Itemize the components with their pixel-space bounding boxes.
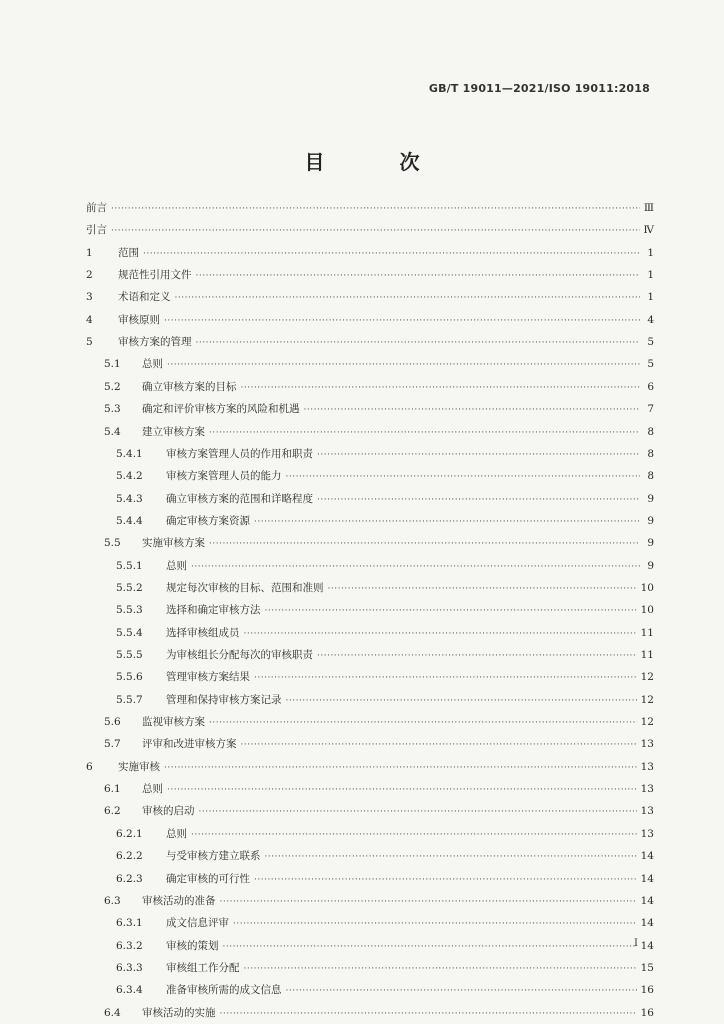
- toc-entry[interactable]: [104, 715, 654, 730]
- toc-leader-dots: [286, 470, 641, 484]
- toc-leader-dots: [254, 873, 637, 887]
- toc-entry-number: 3: [86, 291, 93, 304]
- toc-entry-label: 建立审核方案: [142, 425, 205, 438]
- toc-entry-page: 1: [647, 269, 654, 282]
- toc-leader-dots: [220, 895, 637, 909]
- toc-entry-label: 审核方案的管理: [118, 336, 192, 349]
- toc-entry-number: 6.2.1: [116, 827, 143, 840]
- toc-entry-number: 5.4.1: [116, 447, 143, 460]
- toc-entry-label: 审核的策划: [166, 939, 219, 952]
- toc-leader-dots: [209, 716, 637, 730]
- toc-entry-label: 评审和改进审核方案: [142, 738, 237, 751]
- toc-entry[interactable]: [116, 827, 654, 842]
- toc-entry-page: 14: [640, 917, 654, 930]
- toc-entry-page: 8: [647, 425, 654, 438]
- toc-leader-dots: [304, 403, 641, 417]
- toc-entry-page: 13: [640, 827, 654, 840]
- toc-entry-page: 12: [640, 671, 654, 684]
- page-title: 目 次: [304, 150, 454, 174]
- toc-entry-label: 引言: [86, 224, 107, 237]
- toc-entry-label: 准备审核所需的成文信息: [166, 984, 282, 997]
- toc-entry[interactable]: [104, 536, 654, 551]
- toc-leader-dots: [191, 828, 637, 842]
- toc-entry-page: 14: [640, 939, 654, 952]
- toc-entry-number: 6.4: [104, 1006, 121, 1019]
- toc-leader-dots: [317, 493, 640, 507]
- toc-entry-label: 术语和定义: [118, 291, 171, 304]
- toc-entry-page: 13: [640, 738, 654, 751]
- toc-entry[interactable]: [104, 425, 654, 440]
- toc-leader-dots: [244, 627, 637, 641]
- toc-leader-dots: [143, 247, 640, 261]
- toc-entry-label: 管理和保持审核方案记录: [166, 693, 282, 706]
- toc-leader-dots: [265, 850, 637, 864]
- toc-entry-page: 14: [640, 894, 654, 907]
- toc-entry-label: 审核的启动: [142, 805, 195, 818]
- toc-entry[interactable]: [116, 559, 654, 574]
- toc-entry[interactable]: [104, 804, 654, 819]
- toc-entry[interactable]: [116, 626, 654, 641]
- toc-entry[interactable]: [86, 335, 654, 350]
- toc-entry-number: 5.1: [104, 358, 121, 371]
- toc-entry-page: 11: [640, 626, 654, 639]
- toc-entry[interactable]: [116, 849, 654, 864]
- toc-entry-page: 9: [647, 537, 654, 550]
- toc-entry-number: 5.5.3: [116, 604, 143, 617]
- toc-leader-dots: [328, 582, 637, 596]
- toc-entry-page: 5: [647, 358, 654, 371]
- toc-entry-page: 16: [640, 984, 654, 997]
- toc-leader-dots: [265, 604, 637, 618]
- toc-entry-number: 5.4: [104, 425, 121, 438]
- toc-leader-dots: [167, 783, 637, 797]
- toc-leader-dots: [254, 671, 637, 685]
- toc-entry-page: 1: [647, 291, 654, 304]
- toc-entry-page: 10: [640, 604, 654, 617]
- toc-entry[interactable]: [104, 894, 654, 909]
- toc-entry-label: 范围: [118, 246, 139, 259]
- toc-entry-label: 确立审核方案的目标: [142, 380, 237, 393]
- toc-entry-label: 审核活动的实施: [142, 1006, 216, 1019]
- toc-leader-dots: [199, 805, 637, 819]
- toc-entry-number: 6.3.4: [116, 984, 143, 997]
- toc-entry-number: 5.5.2: [116, 581, 143, 594]
- toc-leader-dots: [233, 917, 637, 931]
- toc-entry-page: 13: [640, 805, 654, 818]
- toc-entry-label: 总则: [142, 358, 163, 371]
- toc-entry-label: 总则: [166, 559, 187, 572]
- toc-entry-label: 确定审核的可行性: [166, 872, 250, 885]
- toc-leader-dots: [241, 738, 637, 752]
- toc-entry-number: 5: [86, 336, 93, 349]
- toc-entry-number: 6.1: [104, 783, 121, 796]
- toc-entry-number: 6.3.2: [116, 939, 143, 952]
- toc-entry-label: 实施审核方案: [142, 537, 205, 550]
- toc-entry-label: 实施审核: [118, 760, 160, 773]
- toc-entry-page: 12: [640, 716, 654, 729]
- toc-entry-label: 规定每次审核的目标、范围和准则: [166, 581, 324, 594]
- toc-entry-number: 2: [86, 269, 93, 282]
- toc-entry-number: 5.7: [104, 738, 121, 751]
- toc-entry-number: 5.5.7: [116, 693, 143, 706]
- toc-entry-label: 审核组工作分配: [166, 961, 240, 974]
- toc-entry[interactable]: [116, 648, 654, 663]
- toc-entry[interactable]: [86, 201, 654, 216]
- toc-entry[interactable]: [86, 268, 654, 283]
- toc-entry[interactable]: [104, 1006, 654, 1021]
- toc-entry-number: 5.4.2: [116, 470, 143, 483]
- toc-entry[interactable]: [116, 872, 654, 887]
- toc-entry-page: 6: [647, 380, 654, 393]
- toc-entry[interactable]: [116, 983, 654, 998]
- toc-entry-label: 成文信息评审: [166, 917, 229, 930]
- toc-entry-page: 8: [647, 447, 654, 460]
- toc-entry-page: 9: [647, 514, 654, 527]
- toc-entry-page: 16: [640, 1006, 654, 1019]
- toc-entry-page: 10: [640, 581, 654, 594]
- toc-entry[interactable]: [86, 760, 654, 775]
- toc-entry[interactable]: [116, 939, 654, 954]
- toc-leader-dots: [175, 291, 641, 305]
- toc-leader-dots: [286, 694, 637, 708]
- toc-leader-dots: [286, 984, 637, 998]
- toc-entry-number: 5.5.6: [116, 671, 143, 684]
- toc-entry[interactable]: [86, 290, 654, 305]
- toc-entry-page: 13: [640, 783, 654, 796]
- toc-entry[interactable]: [116, 670, 654, 685]
- toc-entry-number: 6.2.3: [116, 872, 143, 885]
- toc-entry-label: 选择和确定审核方法: [166, 604, 261, 617]
- toc-entry-number: 5.6: [104, 716, 121, 729]
- toc-entry[interactable]: [116, 693, 654, 708]
- toc-entry-page: 13: [640, 760, 654, 773]
- toc-leader-dots: [196, 336, 641, 350]
- toc-entry-page: 7: [647, 403, 654, 416]
- toc-entry-page: 8: [647, 470, 654, 483]
- toc-entry-label: 为审核组长分配每次的审核职责: [166, 649, 313, 661]
- toc-entry-number: 6.2: [104, 805, 121, 818]
- toc-entry-label: 审核活动的准备: [142, 894, 216, 907]
- toc-leader-dots: [223, 940, 637, 954]
- toc-entry[interactable]: [104, 737, 654, 752]
- toc-entry[interactable]: [104, 380, 654, 395]
- toc-entry-number: 5.4.4: [116, 514, 143, 527]
- toc-entry-label: 确定和评价审核方案的风险和机遇: [142, 403, 300, 416]
- toc-leader-dots: [167, 358, 640, 372]
- toc-entry-label: 审核方案管理人员的能力: [166, 470, 282, 483]
- toc-entry-page: 5: [647, 336, 654, 349]
- toc-entry-page: 14: [640, 872, 654, 885]
- toc-entry-number: 6: [86, 760, 93, 773]
- toc-leader-dots: [254, 515, 640, 529]
- toc-entry-page: 1: [647, 246, 654, 259]
- toc-entry-label: 选择审核组成员: [166, 626, 240, 639]
- toc-leader-dots: [220, 1007, 637, 1021]
- toc-leader-dots: [196, 269, 641, 283]
- toc-leader-dots: [164, 314, 640, 328]
- toc-entry-label: 前言: [86, 202, 107, 214]
- toc-entry-number: 5.4.3: [116, 492, 143, 505]
- standard-code: GB/T 19011—2021/ISO 19011:2018: [428, 82, 650, 95]
- toc-entry-number: 6.3: [104, 894, 121, 907]
- toc-entry-page: 12: [640, 693, 654, 706]
- toc-entry[interactable]: [104, 402, 654, 417]
- toc-entry-label: 审核方案管理人员的作用和职责: [166, 447, 313, 460]
- toc-leader-dots: [317, 448, 640, 462]
- toc-entry-label: 监视审核方案: [142, 716, 205, 729]
- toc-entry-label: 与受审核方建立联系: [166, 850, 261, 863]
- toc-entry-label: 确定审核方案资源: [166, 514, 250, 527]
- toc-entry-page: 11: [640, 649, 654, 661]
- toc-leader-dots: [111, 202, 640, 216]
- toc-entry-number: 5.5.5: [116, 649, 143, 661]
- toc-entry[interactable]: [86, 313, 654, 328]
- page-number: I: [634, 938, 638, 949]
- toc-entry-number: 6.3.1: [116, 917, 143, 930]
- toc-entry-page: 9: [647, 559, 654, 572]
- toc-leader-dots: [111, 224, 640, 238]
- toc-entry-number: 1: [86, 246, 93, 259]
- toc-entry-number: 6.3.3: [116, 961, 143, 974]
- toc-entry[interactable]: [104, 357, 654, 372]
- toc-leader-dots: [317, 649, 637, 663]
- toc-leader-dots: [209, 537, 640, 551]
- toc-entry-label: 总则: [166, 827, 187, 840]
- toc-leader-dots: [209, 426, 640, 440]
- toc-entry[interactable]: [116, 603, 654, 618]
- toc-entry-label: 审核原则: [118, 313, 160, 326]
- toc-entry[interactable]: [86, 246, 654, 261]
- toc-entry[interactable]: [116, 514, 654, 529]
- toc-entry[interactable]: [116, 492, 654, 507]
- toc-entry-number: 6.2.2: [116, 850, 143, 863]
- toc-entry-number: 4: [86, 313, 93, 326]
- toc-entry-page: 4: [647, 313, 654, 326]
- toc-entry-page: 15: [640, 961, 654, 974]
- toc-entry-page: 14: [640, 850, 654, 863]
- toc-leader-dots: [191, 560, 640, 574]
- toc-entry[interactable]: [116, 581, 654, 596]
- toc-entry-label: 总则: [142, 783, 163, 796]
- toc-entry-label: 管理审核方案结果: [166, 671, 250, 684]
- toc-entry[interactable]: [86, 223, 654, 238]
- toc-entry-number: 5.3: [104, 403, 121, 416]
- toc-entry[interactable]: [104, 782, 654, 797]
- toc-entry-number: 5.5.1: [116, 559, 143, 572]
- toc-leader-dots: [241, 381, 641, 395]
- toc-entry-page: Ⅲ: [643, 202, 654, 214]
- toc-entry-page: 9: [647, 492, 654, 505]
- toc-entry-label: 规范性引用文件: [118, 269, 192, 282]
- toc-leader-dots: [164, 761, 637, 775]
- toc-entry-number: 5.5: [104, 537, 121, 550]
- toc-entry[interactable]: [116, 447, 654, 462]
- toc-entry[interactable]: [116, 469, 654, 484]
- toc-entry[interactable]: [116, 961, 654, 976]
- toc-entry-number: 5.5.4: [116, 626, 143, 639]
- toc-entry-page: Ⅳ: [643, 224, 654, 237]
- toc-leader-dots: [244, 962, 637, 976]
- toc-entry-number: 5.2: [104, 380, 121, 393]
- toc-entry-label: 确立审核方案的范围和详略程度: [166, 492, 313, 505]
- toc-entry[interactable]: [116, 916, 654, 931]
